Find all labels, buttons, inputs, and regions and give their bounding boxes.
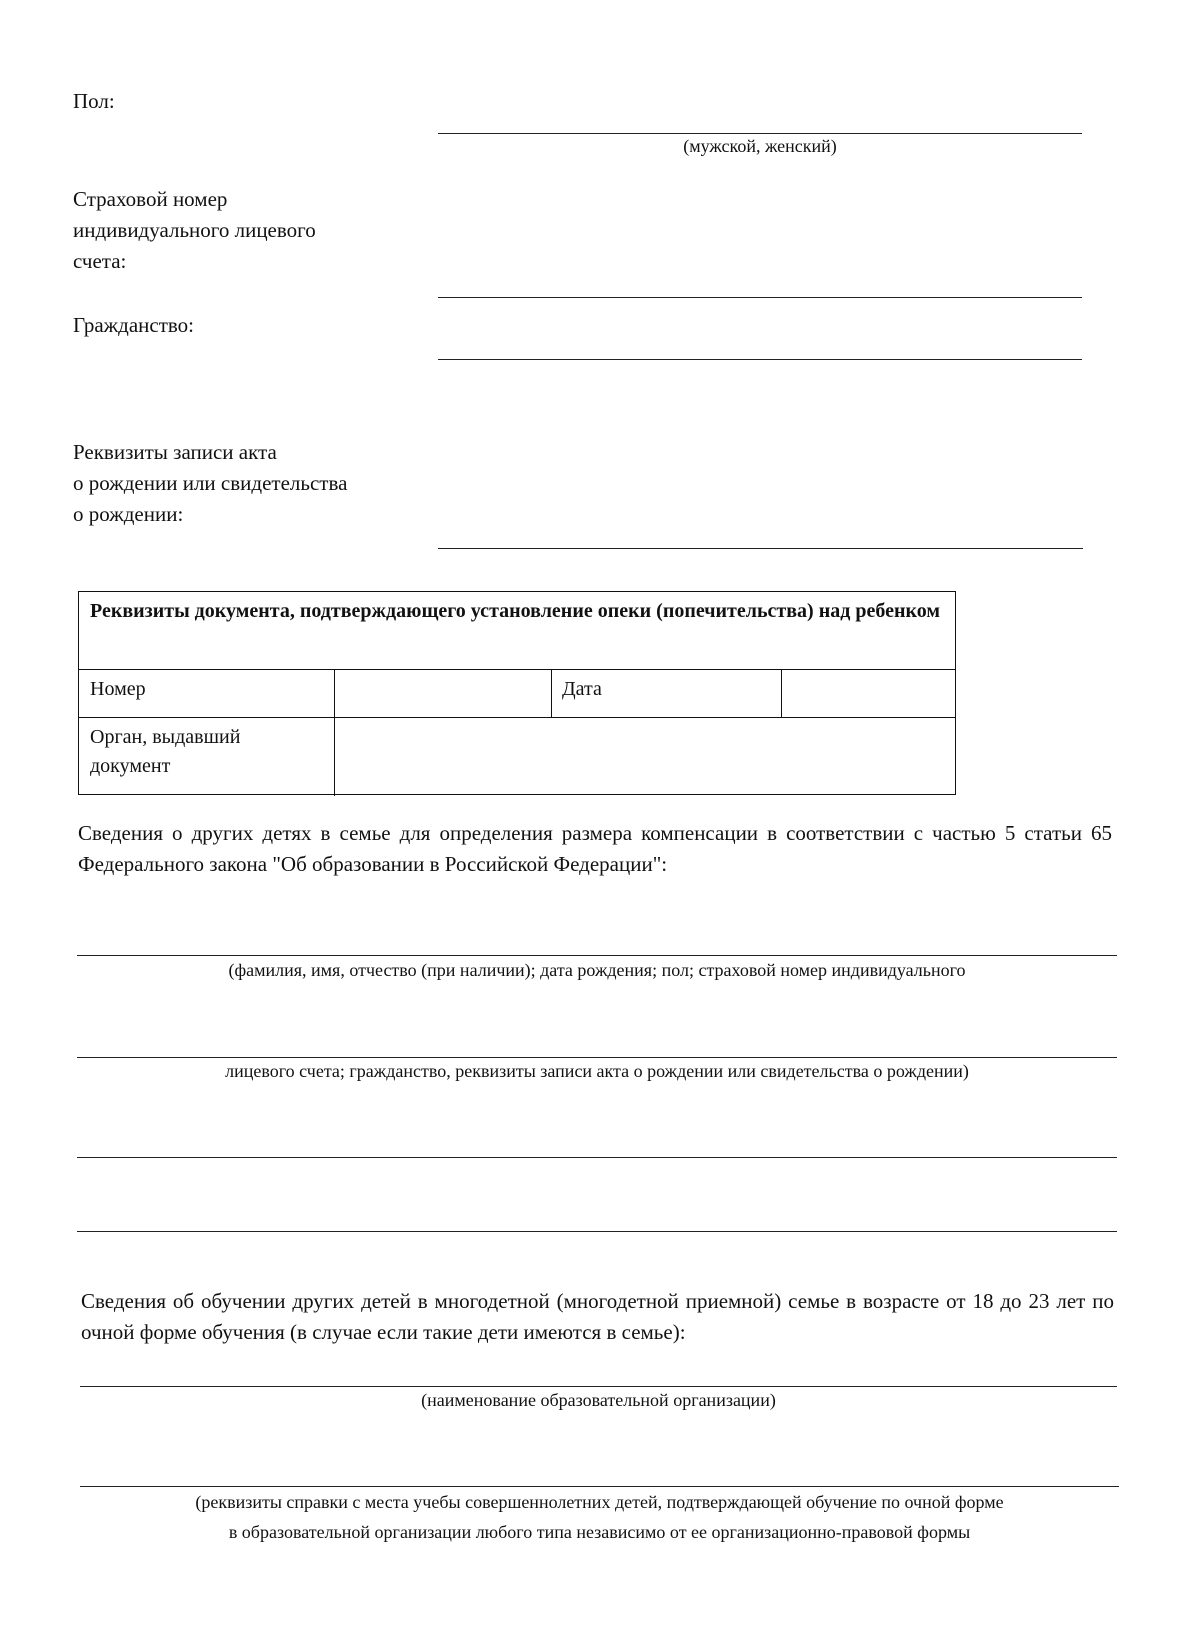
number-value-cell[interactable] xyxy=(336,671,551,716)
other-children-hint-2: лицевого счета; гражданство, реквизиты записи акта о рождении или свидетельства о рождении) xyxy=(225,1061,969,1081)
gender-input-line[interactable] xyxy=(438,133,1082,134)
snils-label xyxy=(73,184,316,277)
education-org-input-line[interactable] xyxy=(80,1386,1117,1387)
education-certificate-input-line[interactable] xyxy=(80,1486,1119,1487)
gender-hint: (мужской, женский) xyxy=(683,136,837,156)
citizenship-input-line[interactable] xyxy=(438,359,1082,360)
other-children-hint-1: (фамилия, имя, отчество (при наличии); дата рождения; пол; страховой номер индивидуального xyxy=(228,960,966,980)
guardianship-table xyxy=(78,591,956,795)
other-children-input-line[interactable] xyxy=(77,1157,1117,1158)
education-certificate-hint-1: (реквизиты справки с места учебы совершеннолетних детей, подтверждающей обучение по очной форме xyxy=(195,1492,1004,1512)
other-children-input-line[interactable] xyxy=(77,1231,1117,1232)
issuer-value-cell[interactable] xyxy=(336,719,953,793)
birth-record-label-line-3: о рождении: xyxy=(73,502,184,526)
date-value-cell[interactable] xyxy=(783,671,953,716)
other-children-input-line[interactable] xyxy=(77,955,1117,956)
education-org-hint: (наименование образовательной организации) xyxy=(421,1390,776,1410)
citizenship-label: Гражданство: xyxy=(73,313,194,337)
table-divider xyxy=(781,669,782,717)
guardianship-table-title: Реквизиты документа, подтверждающего установление опеки (попечительства) над ребенком xyxy=(90,600,940,622)
table-divider xyxy=(79,669,955,670)
number-label: Номер xyxy=(90,678,146,700)
snils-input-line[interactable] xyxy=(438,297,1082,298)
date-label: Дата xyxy=(562,678,602,700)
birth-record-label-line-2: о рождении или свидетельства xyxy=(73,471,348,495)
other-children-text: Сведения о других детях в семье для определения размера компенсации в соответствии с частью 5 статьи 65 Федерального закона "Об образовании в Российской Федерации": xyxy=(78,821,1112,876)
gender-label: Пол: xyxy=(73,89,115,113)
other-children-input-line[interactable] xyxy=(77,1057,1117,1058)
birth-record-label xyxy=(73,437,347,530)
table-divider xyxy=(334,669,335,796)
education-text: Сведения об обучении других детей в многодетной (многодетной приемной) семье в возрасте от 18 до 23 лет по очной форме обучения (в случае если такие дети имеются в семье): xyxy=(81,1289,1114,1344)
snils-label-line-3: счета: xyxy=(73,249,127,273)
table-divider xyxy=(79,717,955,718)
birth-record-label-line-1: Реквизиты записи акта xyxy=(73,440,277,464)
education-certificate-hint-2: в образовательной организации любого типа независимо от ее организационно-правовой формы xyxy=(228,1522,971,1542)
birth-record-input-line[interactable] xyxy=(438,548,1083,549)
snils-label-line-1: Страховой номер xyxy=(73,187,228,211)
snils-label-line-2: индивидуального лицевого xyxy=(73,218,316,242)
issuer-label: Орган, выдавший документ xyxy=(90,726,241,777)
